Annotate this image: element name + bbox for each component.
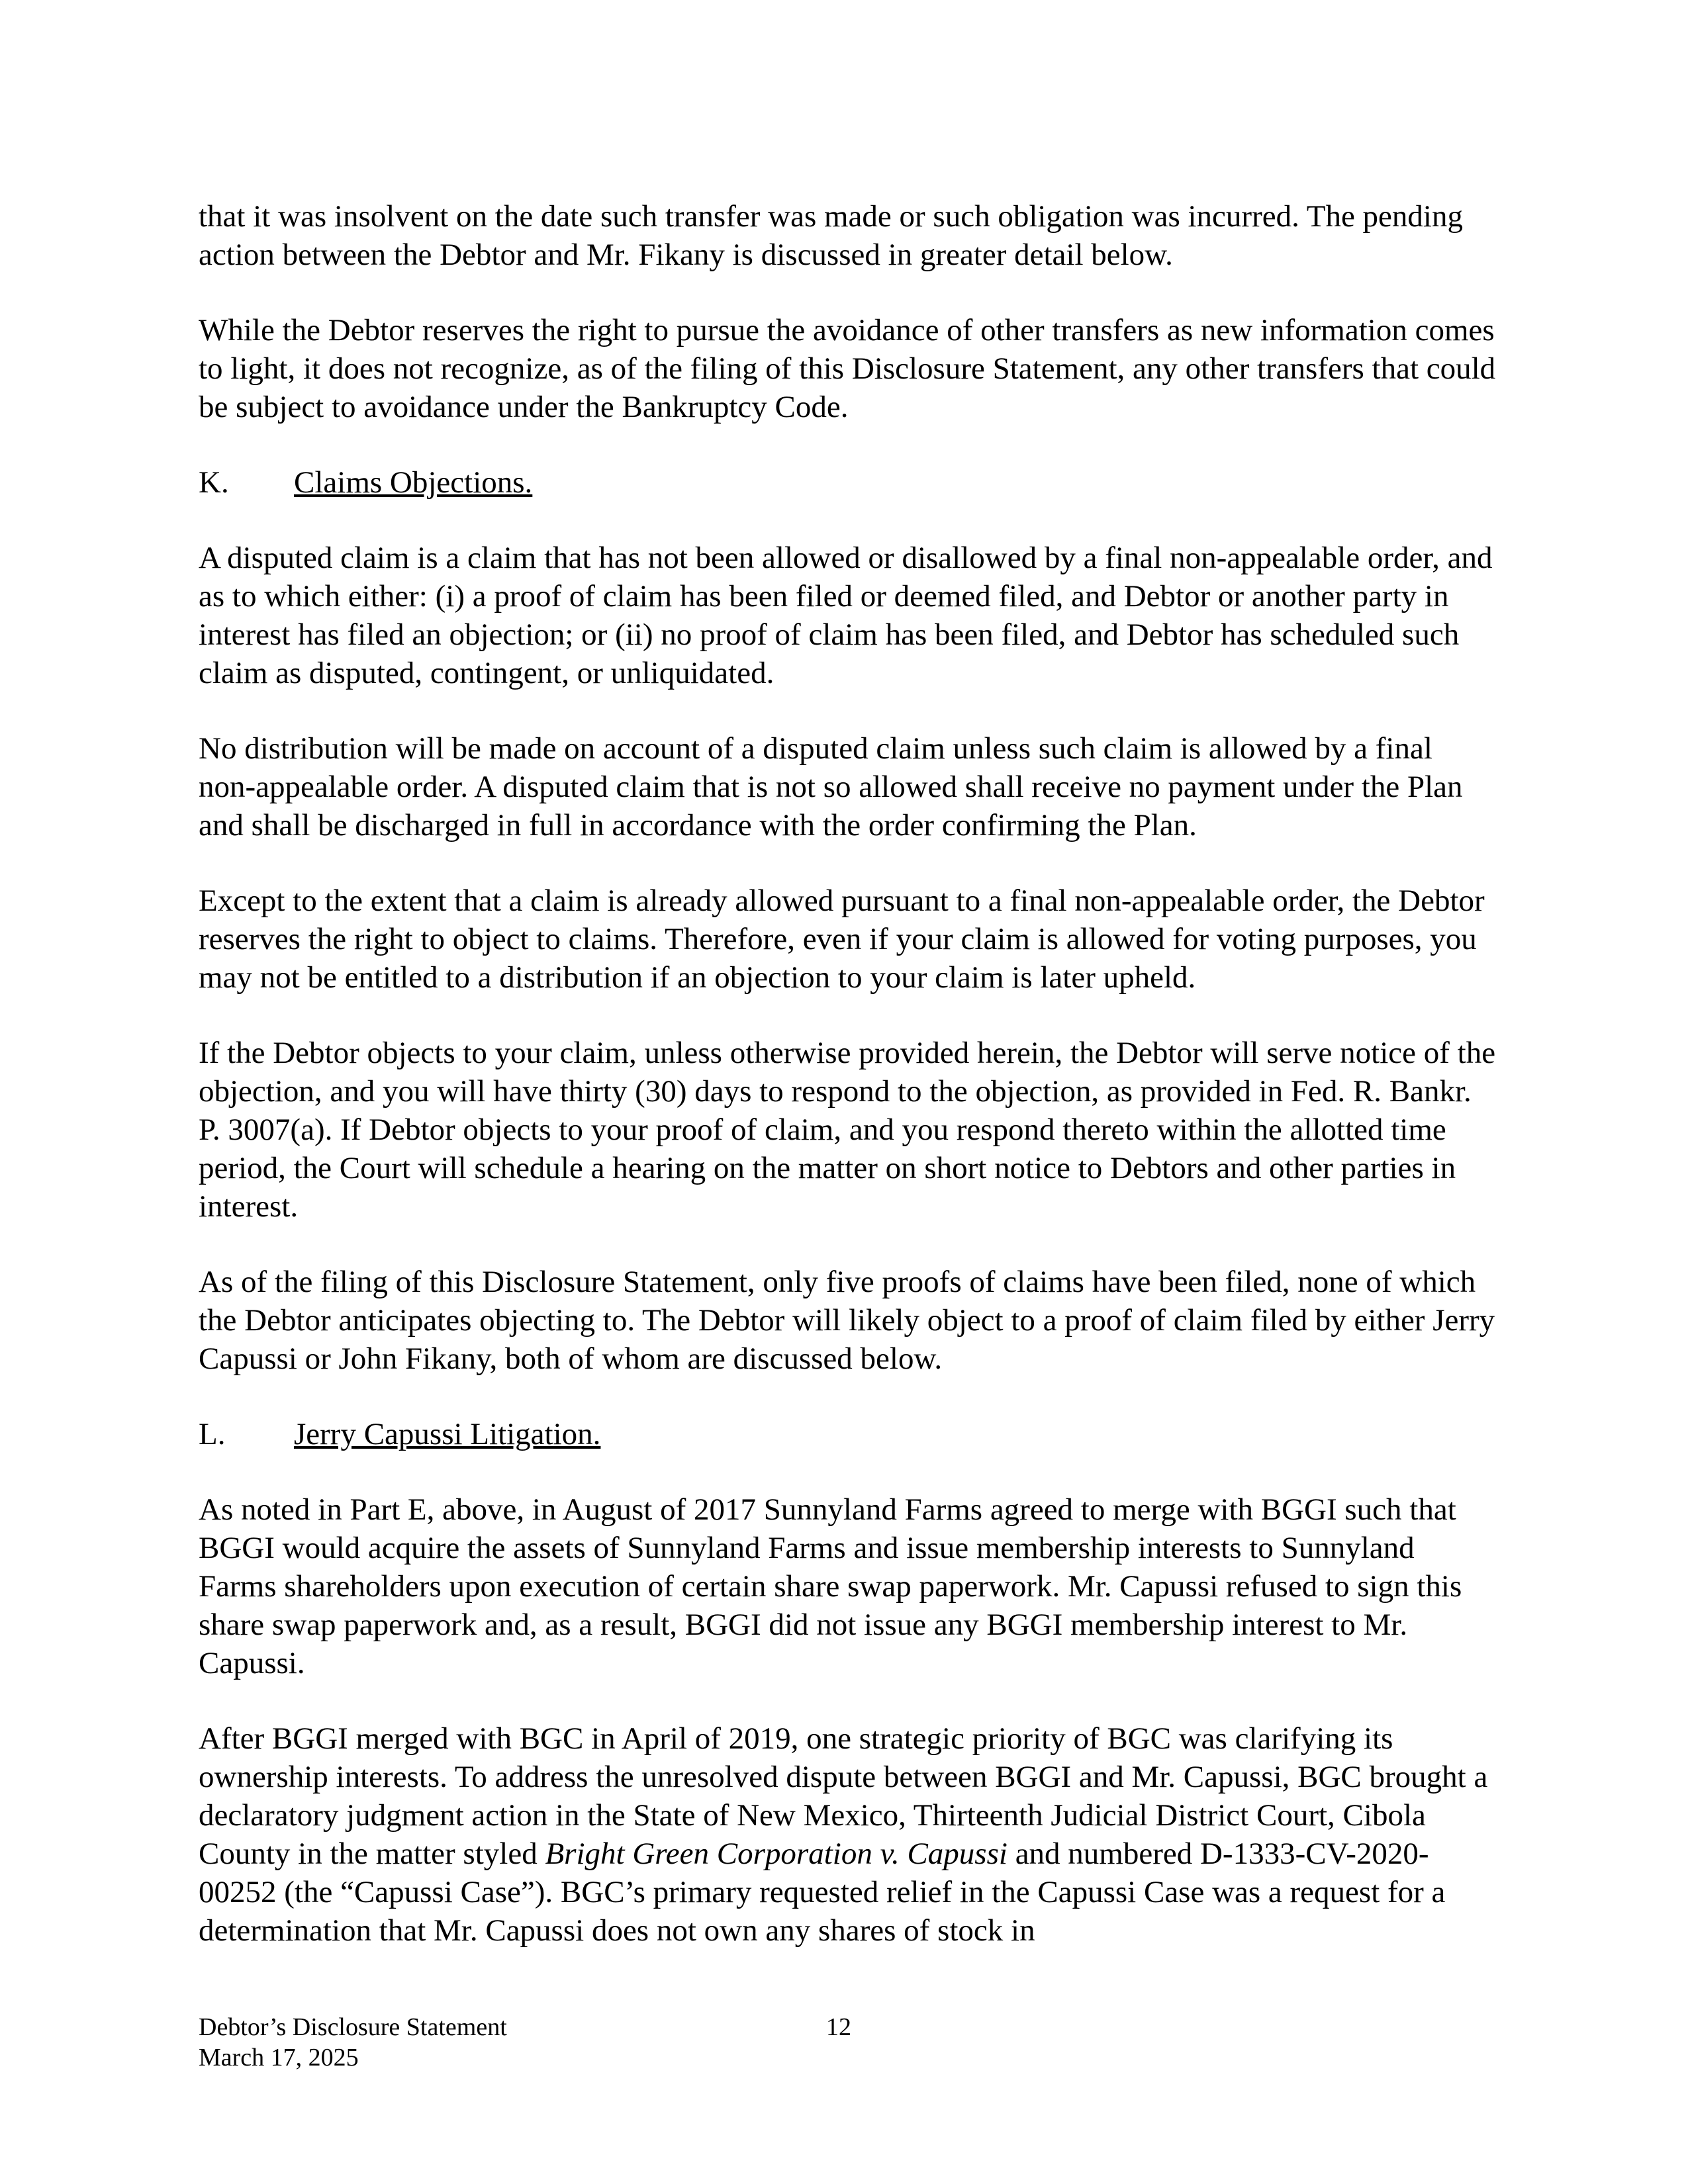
paragraph-objection-procedure: If the Debtor objects to your claim, unless otherwise provided herein, the Debtor will serve notice of the objection, and you will have thirty (30) days to respond to the objection, as provided in Fed. R. Bankr. P. 3007(a). If Debtor objects to your proof of claim, and you respond thereto within the allotted time period, the Court will schedule a hearing on the matter on short notice to Debtors and other parties in interest. bbox=[199, 1036, 1496, 1224]
capussi-case-text-after: and numbered D-1333-CV-2020-00252 (the “Capussi Case”). BGC’s primary requested relief in the Capussi Case was a request for a determination that Mr. Capussi does not own any shares of stock in bbox=[199, 1837, 1446, 1948]
paragraph-proofs-filed: As of the filing of this Disclosure Statement, only five proofs of claims have been filed, none of which the Debtor anticipates objecting to. The Debtor will likely object to a proof of claim filed by either Jerry Capussi or John Fikany, both of whom are discussed below. bbox=[199, 1265, 1495, 1376]
section-letter: L. bbox=[199, 1417, 226, 1451]
case-name: Bright Green Corporation v. Capussi bbox=[545, 1837, 1008, 1871]
paragraph-insolvency: that it was insolvent on the date such transfer was made or such obligation was incurred. The pending action between the Debtor and Mr. Fikany is discussed in greater detail below. bbox=[199, 199, 1463, 272]
section-heading-claims-objections bbox=[199, 463, 1496, 502]
section-heading-capussi-litigation bbox=[199, 1415, 1496, 1453]
paragraph-right-to-object: Except to the extent that a claim is already allowed pursuant to a final non-appealable order, the Debtor reserves the right to object to claims. Therefore, even if your claim is allowed for voting purposes, you may not be entitled to a distribution if an objection to your claim is later upheld. bbox=[199, 884, 1485, 995]
paragraph-no-distribution: No distribution will be made on account of a disputed claim unless such claim is allowed by a final non-appealable order. A disputed claim that is not so allowed shall receive no payment under the Plan and shall be discharged in full in accordance with the order confirming the Plan. bbox=[199, 731, 1463, 842]
section-title: Claims Objections. bbox=[294, 465, 533, 500]
paragraph-disputed-claim-definition: A disputed claim is a claim that has not been allowed or disallowed by a final non-appealable order, and as to which either: (i) a proof of claim has been filed or deemed filed, and Debtor or another party in interest has filed an objection; or (ii) no proof of claim has been filed, and Debtor has scheduled such claim as disputed, contingent, or unliquidated. bbox=[199, 541, 1493, 690]
footer-date: March 17, 2025 bbox=[199, 2044, 359, 2071]
capussi-case-text-before: After BGGI merged with BGC in April of 2019, one strategic priority of BGC was clarifying its ownership interests. To address the unresolved dispute between BGGI and Mr. Capussi, BGC brought a declaratory judgment action in the State of New Mexico, Thirteenth Judicial District Court, Cibola County in the matter styled bbox=[199, 1721, 1488, 1871]
section-title: Jerry Capussi Litigation. bbox=[294, 1417, 601, 1451]
paragraph-sunnyland-merger: As noted in Part E, above, in August of 2017 Sunnyland Farms agreed to merge with BGGI such that BGGI would acquire the assets of Sunnyland Farms and issue membership interests to Sunnyland Farms shareholders upon execution of certain share swap paperwork. Mr. Capussi refused to sign this share swap paperwork and, as a result, BGGI did not issue any BGGI membership interest to Mr. Capussi. bbox=[199, 1492, 1462, 1680]
section-letter: K. bbox=[199, 465, 229, 500]
paragraph-avoidance: While the Debtor reserves the right to pursue the avoidance of other transfers as new information comes to light, it does not recognize, as of the filing of this Disclosure Statement, any other transfers that could be subject to avoidance under the Bankruptcy Code. bbox=[199, 313, 1496, 424]
paragraph-capussi-case bbox=[199, 1719, 1496, 1950]
document-body bbox=[199, 197, 1496, 1987]
page-number: 12 bbox=[826, 2013, 851, 2041]
footer-document-title: Debtor’s Disclosure Statement bbox=[199, 2013, 507, 2041]
